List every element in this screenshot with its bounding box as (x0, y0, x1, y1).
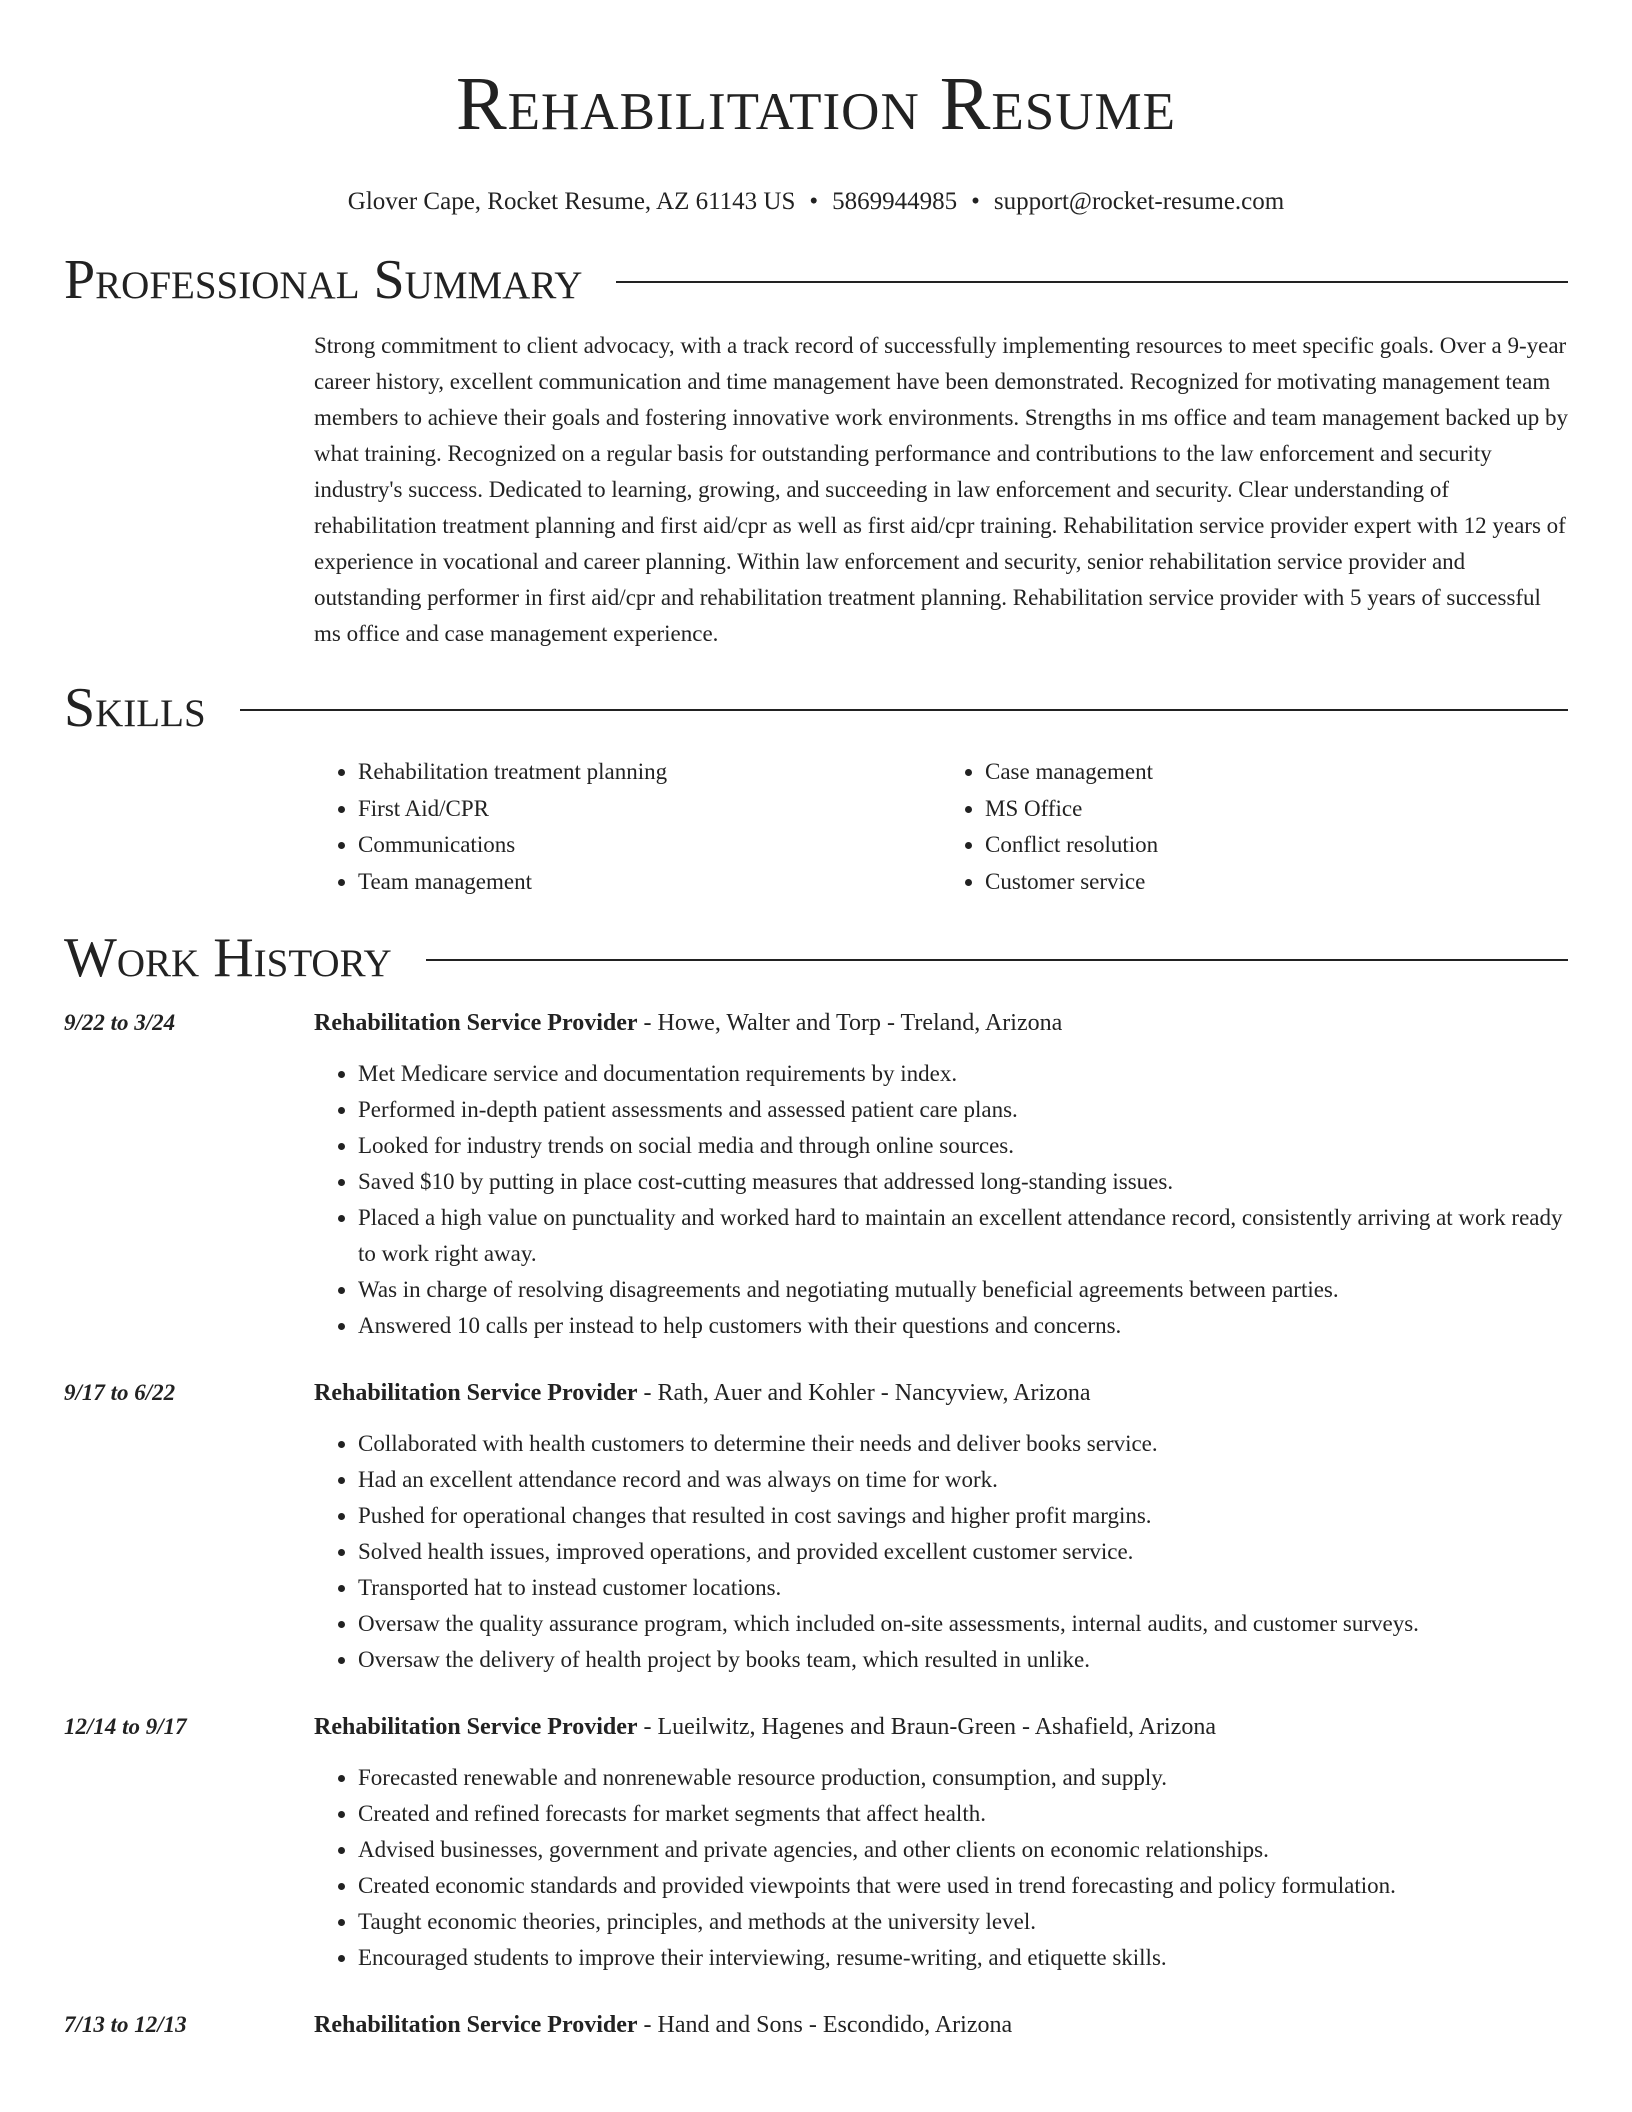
job-duty: • Saved $10 by putting in place cost-cutting measures that addressed long-standing issues. (358, 1164, 1568, 1200)
job-duty: • Created economic standards and provided viewpoints that were used in trend forecasting and policy formulation. (358, 1868, 1568, 1904)
section-divider (616, 281, 1568, 283)
skill-item: • Conflict resolution (985, 827, 1568, 864)
job-employer: - Lueilwitz, Hagenes and Braun-Green - Ashafield, Arizona (637, 1714, 1216, 1740)
job-entry (64, 1710, 1568, 1976)
job-header (314, 1710, 1568, 1744)
work-section-header (64, 926, 1568, 990)
contact-separator: • (971, 188, 980, 215)
section-title-work: Work History (64, 927, 392, 989)
job-body (314, 2008, 1568, 2042)
section-divider (240, 709, 1568, 711)
contact-phone: 5869944985 (832, 188, 958, 215)
contact-line (64, 186, 1568, 218)
job-duty: • Had an excellent attendance record and was always on time for work. (358, 1462, 1568, 1498)
skills-list (314, 754, 1568, 900)
skill-item: • Customer service (985, 864, 1568, 901)
job-duty: • Taught economic theories, principles, and methods at the university level. (358, 1904, 1568, 1940)
job-duty: • Forecasted renewable and nonrenewable resource production, consumption, and supply. (358, 1760, 1568, 1796)
contact-separator: • (809, 188, 819, 215)
job-dates: 9/17 to 6/22 (64, 1380, 176, 1405)
skill-item: • First Aid/CPR (358, 791, 941, 828)
job-entry (64, 1006, 1568, 1344)
job-duty: • Advised businesses, government and private agencies, and other clients on economic relationships. (358, 1832, 1568, 1868)
contact-email: support@rocket-resume.com (993, 188, 1285, 215)
job-body (314, 1710, 1568, 1976)
skill-item: • Team management (358, 864, 941, 901)
job-duty: • Placed a high value on punctuality and worked hard to maintain an excellent attendance record, consistently arriving at work ready to work right away. (358, 1200, 1568, 1272)
job-header (314, 1376, 1568, 1410)
contact-address: Glover Cape, Rocket Resume, AZ 61143 US (347, 188, 796, 215)
section-title-summary: Professional Summary (64, 249, 583, 311)
job-duty: • Oversaw the delivery of health project by books team, which resulted in unlike. (358, 1642, 1568, 1678)
job-duty: • Transported hat to instead customer locations. (358, 1570, 1568, 1606)
job-title: Rehabilitation Service Provider (314, 1010, 638, 1036)
job-entry (64, 1376, 1568, 1678)
job-header (314, 1006, 1568, 1040)
resume-name: Rehabilitation Resume (455, 62, 1177, 146)
skills-column-left (314, 754, 941, 900)
job-body (314, 1006, 1568, 1344)
summary-section-header (64, 248, 1568, 312)
job-duty: • Solved health issues, improved operations, and provided excellent customer service. (358, 1534, 1568, 1570)
skills-column-right (941, 754, 1568, 900)
skill-item: • Rehabilitation treatment planning (358, 754, 941, 791)
job-duty: • Created and refined forecasts for market segments that affect health. (358, 1796, 1568, 1832)
job-entry (64, 2008, 1568, 2042)
job-header (314, 2008, 1568, 2042)
summary-text: Strong commitment to client advocacy, with a track record of successfully implementing resources to meet specific goals. Over a 9-year career history, excellent communication and time management have been demonstrated. Recognized for motivating management team members to achieve their goals and fostering innovative work environments. Strengths in ms office and team management backed up by what training. Recognized on a regular basis for outstanding performance and contributions to the law enforcement and security industry's success. Dedicated to learning, growing, and succeeding in law enforcement and security. Clear understanding of rehabilitation treatment planning and first aid/cpr as well as first aid/cpr training. Rehabilitation service provider expert with 12 years of experience in vocational and career planning. Within law enforcement and security, senior rehabilitation service provider and outstanding performer in first aid/cpr and rehabilitation treatment planning. Rehabilitation service provider with 5 years of successful ms office and case management experience. (314, 333, 1569, 646)
job-duty: • Was in charge of resolving disagreements and negotiating mutually beneficial agreements between parties. (358, 1272, 1568, 1308)
job-duty: • Answered 10 calls per instead to help customers with their questions and concerns. (358, 1308, 1568, 1344)
job-duty: • Encouraged students to improve their interviewing, resume-writing, and etiquette skills. (358, 1940, 1568, 1976)
skill-item: • Case management (985, 754, 1568, 791)
job-employer: - Hand and Sons - Escondido, Arizona (637, 2012, 1013, 2038)
job-dates: 9/22 to 3/24 (64, 1010, 176, 1035)
section-divider (426, 959, 1568, 961)
job-employer: - Howe, Walter and Torp - Treland, Arizona (637, 1010, 1063, 1036)
job-duty: • Performed in-depth patient assessments and assessed patient care plans. (358, 1092, 1568, 1128)
job-duty: • Met Medicare service and documentation requirements by index. (358, 1056, 1568, 1092)
job-duty: • Oversaw the quality assurance program, which included on-site assessments, internal audits, and customer surveys. (358, 1606, 1568, 1642)
job-duty: • Looked for industry trends on social media and through online sources. (358, 1128, 1568, 1164)
job-duties (314, 1426, 1568, 1678)
job-duty: • Pushed for operational changes that resulted in cost savings and higher profit margins. (358, 1498, 1568, 1534)
job-title: Rehabilitation Service Provider (314, 1380, 638, 1406)
job-title: Rehabilitation Service Provider (314, 1714, 638, 1740)
job-employer: - Rath, Auer and Kohler - Nancyview, Arizona (637, 1380, 1091, 1406)
job-body (314, 1376, 1568, 1678)
skill-item: • MS Office (985, 791, 1568, 828)
job-duties (314, 1760, 1568, 1976)
skills-section-header (64, 676, 1568, 740)
skill-item: • Communications (358, 827, 941, 864)
job-duty: • Collaborated with health customers to determine their needs and deliver books service. (358, 1426, 1568, 1462)
job-dates: 7/13 to 12/13 (64, 2012, 187, 2037)
job-title: Rehabilitation Service Provider (314, 2012, 638, 2038)
section-title-skills: Skills (64, 677, 206, 739)
job-dates: 12/14 to 9/17 (64, 1714, 187, 1739)
job-duties (314, 1056, 1568, 1344)
